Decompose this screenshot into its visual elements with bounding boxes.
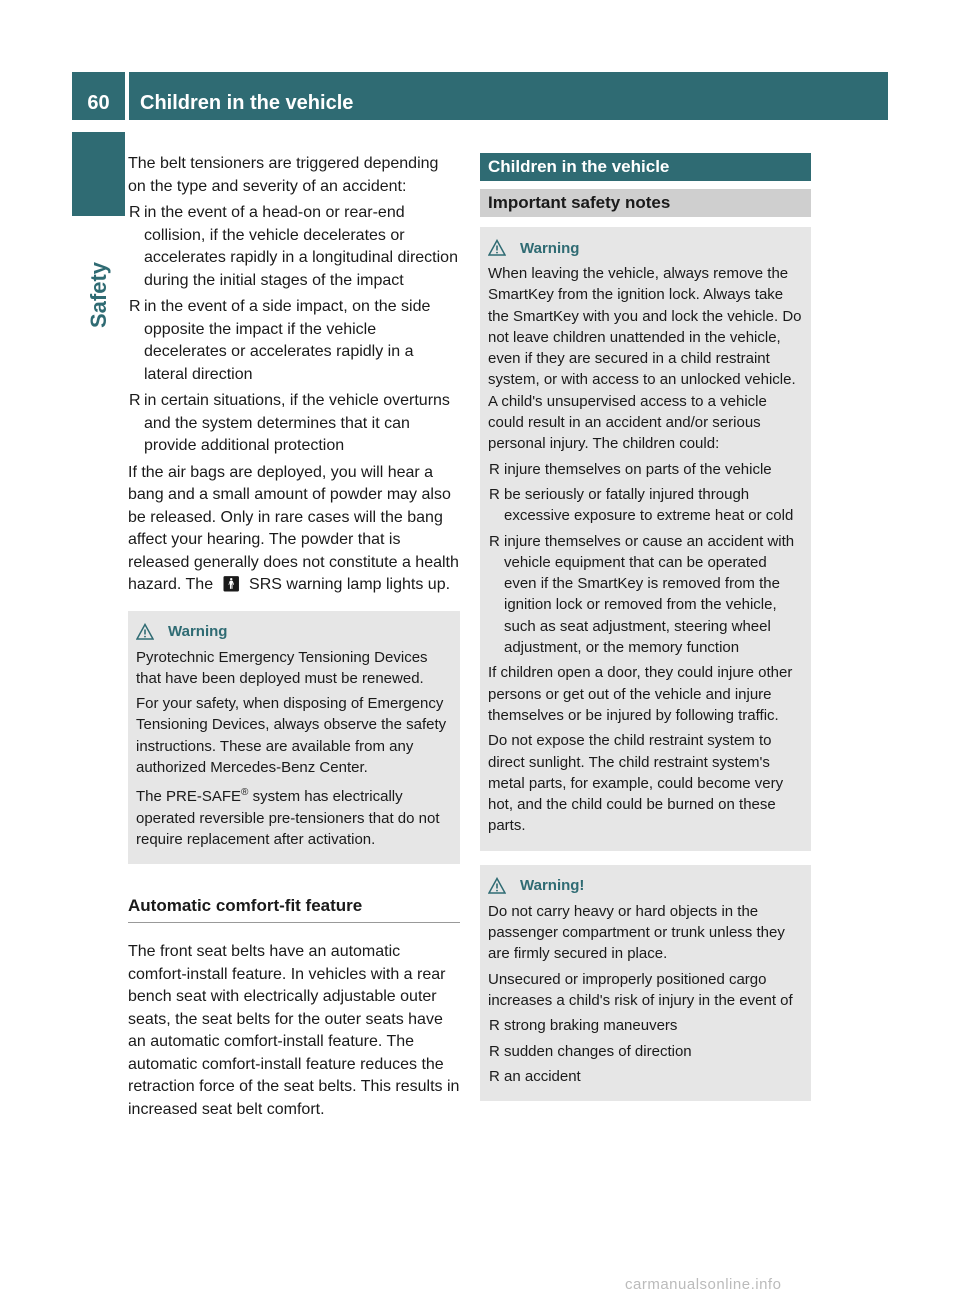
warning-box-cargo (480, 865, 811, 1101)
warning-label: Warning (520, 239, 580, 257)
comfort-heading: Automatic comfort-fit feature (128, 878, 460, 923)
list-item: R injure themselves or cause an accident with vehicle equipment that can be operated even if the SmartKey is removed from the ignition lock or removed from the vehicle, such as seat adjustment, steering wheel adjustment, or the memory function (489, 532, 795, 657)
airbag-paragraph: If the air bags are deployed, you will hear a bang and a small amount of powder may also be released. Only in rare cases will the bang affect your hearing. The powder that is released generally does not constitute a health hazard. The 🚹︎ SRS warning lamp lights up. (128, 463, 459, 593)
warning-text: Do not expose the child restraint system to direct sunlight. The child restraint system's metal parts, for example, could become very hot, and the child could be burned on these parts. (488, 732, 784, 835)
right-column (480, 153, 811, 1101)
left-column (128, 153, 460, 1125)
warning-text: When leaving the vehicle, always remove the SmartKey from the ignition lock. Always take the SmartKey with you and lock the vehicle. Do not leave children unattended in the vehicle, even if they are secured in a child restraint system, or with access to an unlocked vehicle. A child's unsupervised access to a vehicle could result in an accident and/or serious personal injury. The children could: (488, 265, 802, 453)
warning-text: The PRE-SAFE® system has electrically operated reversible pre-tensioners that do not require replacement after activation. (136, 787, 440, 848)
subsection-title: Important safety notes (480, 189, 811, 217)
warning-header (488, 877, 803, 895)
bullet-marker: R (489, 1042, 500, 1060)
warning-triangle-icon (136, 623, 154, 641)
warning-text: For your safety, when disposing of Emergency Tensioning Devices, always observe the safety instructions. These are available from any authorized Mercedes-Benz Center. (136, 695, 447, 776)
page-header (72, 72, 888, 120)
warning-triangle-icon (488, 239, 506, 257)
warning-text: Do not carry heavy or hard objects in the passenger compartment or trunk unless they are firmly secured in place. (488, 902, 785, 963)
bullet-marker: R (129, 204, 141, 221)
list-item: R in the event of a head-on or rear-end collision, if the vehicle decelerates or accelerates rapidly in a longitudinal direction during the initial stages of the impact (129, 204, 458, 289)
airbag-occupant-icon: 🚹︎ (221, 576, 241, 593)
bullet-marker: R (489, 1017, 500, 1035)
side-tab-text: Safety (86, 261, 111, 329)
warning-box-children (480, 227, 811, 851)
list-item: R strong braking maneuvers (488, 1015, 803, 1036)
bullet-marker: R (129, 298, 141, 315)
side-tab-label (64, 230, 134, 360)
page-number: 60 (87, 92, 110, 114)
header-title: Children in the vehicle (140, 92, 354, 114)
list-item: R sudden changes of direction (488, 1041, 803, 1062)
section-title: Children in the vehicle (480, 153, 811, 181)
side-tab-block (72, 132, 125, 216)
warning-triangle-icon (488, 877, 506, 895)
warning-header (488, 239, 803, 257)
header-divider (125, 72, 129, 120)
list-item: R in certain situations, if the vehicle overturns and the system determines that it can provide additional protection (129, 392, 450, 454)
warning-label: Warning (168, 623, 228, 640)
warning-text: If children open a door, they could injure other persons or get out of the vehicle and injure themselves or be injured by following traffic. (488, 664, 793, 724)
list-item: R in the event of a side impact, on the side opposite the impact if the vehicle decelerates or accelerates rapidly in a lateral direction (129, 298, 431, 383)
warning-text: Pyrotechnic Emergency Tensioning Devices that have been deployed must be renewed. (136, 648, 428, 687)
comfort-text: The front seat belts have an automatic comfort-install feature. In vehicles with a rear bench seat with electrically adjustable outer seats, the seat belts for the outer seats have an automatic comfort-install feature. The automatic comfort-install feature reduces the retraction force of the seat belts. This results in increased seat belt comfort. (128, 943, 460, 1118)
warning-box-tensioners (128, 611, 460, 865)
list-item: R an accident (488, 1066, 803, 1087)
warning-header (136, 623, 452, 641)
bullet-marker: R (489, 1067, 500, 1085)
list-item: R be seriously or fatally injured through excessive exposure to extreme heat or cold (489, 485, 794, 525)
list-item: R injure themselves on parts of the vehicle (488, 459, 803, 480)
bullet-marker: R (489, 532, 500, 550)
bullet-marker: R (129, 392, 141, 409)
bullet-marker: R (489, 485, 500, 503)
intro-text: The belt tensioners are triggered depending on the type and severity of an accident: (128, 155, 439, 195)
warning-text: Unsecured or improperly positioned cargo increases a child's risk of injury in the event of (488, 970, 793, 1009)
watermark-text: carmanualsonline.info (625, 1276, 782, 1293)
bullet-marker: R (489, 460, 500, 478)
warning-label: Warning! (520, 877, 585, 895)
